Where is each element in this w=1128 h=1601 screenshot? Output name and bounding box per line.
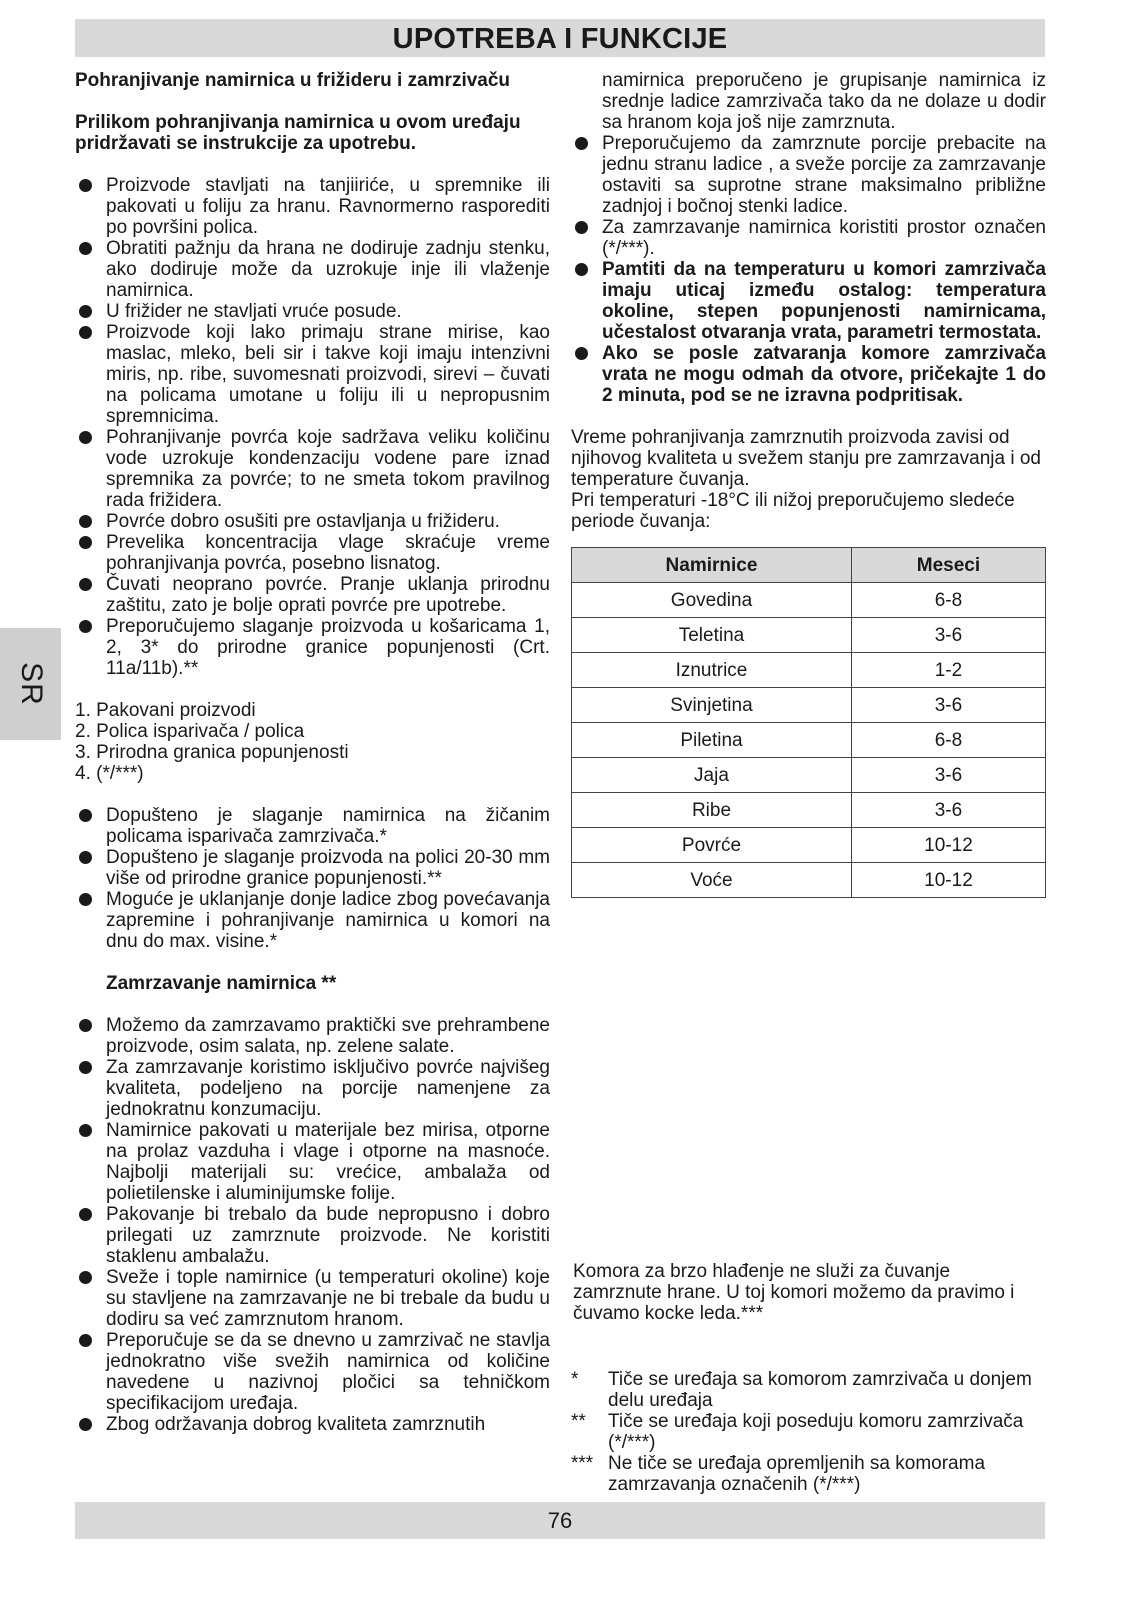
storage-time-text: Vreme pohranjivanja zamrznutih proizvoda zavisi od njihovog kvaliteta u svežem stanju pre zamrzavanja i od temperature čuvanja.	[571, 427, 1041, 490]
table-row	[572, 653, 1046, 688]
list-item: Obratiti pažnju da hrana ne dodiruje zadnju stenku, ako dodiruje može da uzrokuje inje ili vlaženje namirnica.	[75, 238, 550, 301]
footnote-text: Ne tiče se uređaja opremljenih sa komorama zamrzavanja označenih (*/***)	[608, 1453, 986, 1495]
list-item: Za zamrzavanje namirnica koristiti prostor označen (*/***).	[571, 217, 1046, 259]
food-cell: Piletina	[572, 723, 852, 758]
table-row	[572, 828, 1046, 863]
list-item: Pohranjivanje povrća koje sadržava veliku količinu vode uzrokuje kondenzaciju vodene pare iznad spremnika za povrće; to ne smeta tokom pravilnog rada frižidera.	[75, 427, 550, 511]
table-row	[572, 863, 1046, 898]
right-column	[571, 70, 1046, 898]
footnote-mark: **	[571, 1411, 586, 1432]
list-item: Pakovanje bi trebalo da bude nepropusno i dobro prilegati uz zamrznute proizvode. Ne koristiti staklenu ambalažu.	[75, 1204, 550, 1267]
column-header: Namirnice	[572, 548, 852, 583]
quick-cooling-note	[573, 1261, 1043, 1324]
footer-bar	[75, 1502, 1045, 1539]
list-item: Možemo da zamrzavamo praktički sve prehrambene proizvode, osim salata, np. zelene salate.	[75, 1015, 550, 1057]
list-item: Proizvode koji lako primaju strane mirise, kao maslac, mleko, beli sir i takve koji imaju intenzivni miris, np. ribe, suvomesnati proizvodi, sirevi – čuvati na policama umotane u foliju ili u nepropusnim spremnicima.	[75, 322, 550, 427]
language-tab-label: SR	[14, 662, 48, 706]
footnote-text: Tiče se uređaja koji poseduju komoru zamrzivača (*/***)	[608, 1411, 1024, 1453]
bullet-icon	[79, 620, 92, 633]
left-column	[75, 70, 550, 1435]
food-cell: Voće	[572, 863, 852, 898]
table-row	[572, 793, 1046, 828]
table-row	[572, 758, 1046, 793]
bullet-icon	[575, 263, 588, 276]
list-item: Za zamrzavanje koristimo isključivo povrće najvišeg kvaliteta, podeljeno na porcije namenjene za jednokratnu konzumaciju.	[75, 1057, 550, 1120]
bullet-icon	[79, 1208, 92, 1221]
list-item: Čuvati neoprano povrće. Pranje uklanja prirodnu zaštitu, zato je bolje oprati povrće pre upotrebe.	[75, 574, 550, 616]
bullet-icon	[79, 1271, 92, 1284]
months-cell: 3-6	[851, 688, 1045, 723]
table-row	[572, 688, 1046, 723]
bullet-icon	[79, 1334, 92, 1347]
storage-bullet-list	[75, 175, 550, 679]
header-bar	[75, 19, 1045, 57]
bullet-icon	[79, 1061, 92, 1074]
months-cell: 6-8	[851, 583, 1045, 618]
food-cell: Jaja	[572, 758, 852, 793]
list-item: Prevelika koncentracija vlage skraćuje vreme pohranjivanja povrća, posebno lisnatog.	[75, 532, 550, 574]
months-cell: 3-6	[851, 758, 1045, 793]
food-cell: Iznutrice	[572, 653, 852, 688]
months-cell: 6-8	[851, 723, 1045, 758]
footnote-mark: *	[571, 1369, 579, 1390]
list-item: U frižider ne stavljati vruće posude.	[75, 301, 550, 322]
quick-cooling-text: Komora za brzo hlađenje ne služi za čuvanje zamrznute hrane. U toj komori možemo da pravimo i čuvamo kocke leda.***	[573, 1261, 1015, 1324]
bullet-icon	[79, 893, 92, 906]
instruction-heading: Prilikom pohranjivanja namirnica u ovom uređaju pridržavati se instrukcije za upotrebu.	[75, 112, 521, 154]
page-title: UPOTREBA I FUNKCIJE	[392, 23, 728, 55]
list-item: Moguće je uklanjanje donje ladice zbog povećavanja zapremine i pohranjivanje namirnica u komori na dnu do max. visine.*	[75, 889, 550, 952]
bullet-icon	[79, 1418, 92, 1431]
list-item: Dopušteno je slaganje proizvoda na polici 20-30 mm više od prirodne granice popunjenosti.**	[75, 847, 550, 889]
section-heading: Pohranjivanje namirnica u frižideru i zamrzivaču	[75, 70, 511, 91]
freezer-bullet-list	[571, 133, 1046, 406]
continued-text: namirnica preporučeno je grupisanje namirnica iz srednje ladice zamrzivača tako da ne dolaze u dodir sa hranom koja još nije zamrznuta.	[602, 70, 1046, 133]
food-cell: Svinjetina	[572, 688, 852, 723]
bullet-icon	[79, 179, 92, 192]
bullet-icon	[575, 221, 588, 234]
months-cell: 3-6	[851, 618, 1045, 653]
footnote	[571, 1453, 1046, 1495]
bullet-icon	[79, 809, 92, 822]
footnote-mark: ***	[571, 1453, 594, 1474]
legend-item: 1. Pakovani proizvodi	[75, 700, 256, 721]
months-cell: 10-12	[851, 828, 1045, 863]
list-item: Namirnice pakovati u materijale bez mirisa, otporne na prolaz vazduha i vlage i otporne na masnoće. Najbolji materijali su: vrećice, ambalaža od polietilenske i aluminijumske folije.	[75, 1120, 550, 1204]
bullet-icon	[79, 305, 92, 318]
food-cell: Povrće	[572, 828, 852, 863]
table-row	[572, 723, 1046, 758]
bullet-icon	[79, 536, 92, 549]
table-row	[572, 618, 1046, 653]
column-header: Meseci	[851, 548, 1045, 583]
months-cell: 10-12	[851, 863, 1045, 898]
food-cell: Ribe	[572, 793, 852, 828]
list-item: Preporučuje se da se dnevno u zamrzivač ne stavlja jednokratno više svežih namirnica od količine navedene u nazivnoj pločici sa tehničkom specifikacijom uređaja.	[75, 1330, 550, 1414]
table-row	[572, 583, 1046, 618]
bullet-icon	[79, 851, 92, 864]
bullet-icon	[79, 431, 92, 444]
legend-item: 2. Polica isparivača / polica	[75, 721, 305, 742]
numbered-legend	[75, 700, 550, 784]
list-item: Dopušteno je slaganje namirnica na žičanim policama isparivača zamrzivača.*	[75, 805, 550, 847]
legend-item: 4. (*/***)	[75, 763, 144, 784]
footnote-text: Tiče se uređaja sa komorom zamrzivača u donjem delu uređaja	[608, 1369, 1032, 1411]
months-cell: 1-2	[851, 653, 1045, 688]
bullet-icon	[79, 1124, 92, 1137]
shelf-bullet-list	[75, 805, 550, 952]
freezing-bullet-list	[75, 1015, 550, 1435]
list-item: Pamtiti da na temperaturu u komori zamrzivača imaju uticaj između ostalog: temperatura okoline, stepen popunjenosti namirnicama, učestalost otvaranja vrata, parametri termostata.	[571, 259, 1046, 343]
list-item: Povrće dobro osušiti pre ostavljanja u frižideru.	[75, 511, 550, 532]
temperature-text: Pri temperaturi -18°C ili nižoj preporučujemo sledeće periode čuvanja:	[571, 490, 1015, 532]
footnotes	[571, 1369, 1046, 1495]
list-item: Proizvode stavljati na tanjiiriće, u spremnike ili pakovati u foliju za hranu. Ravnormerno rasporediti po površini polica.	[75, 175, 550, 238]
footnote	[571, 1411, 1046, 1453]
footnote	[571, 1369, 1046, 1411]
bullet-icon	[575, 347, 588, 360]
freezing-heading: Zamrzavanje namirnica **	[106, 973, 337, 994]
food-cell: Govedina	[572, 583, 852, 618]
language-tab	[0, 628, 61, 740]
storage-period-table	[571, 547, 1046, 898]
bullet-icon	[79, 326, 92, 339]
list-item: Preporučujemo da zamrznute porcije prebacite na jednu stranu ladice , a sveže porcije za zamrzavanje ostaviti sa suprotne strane maksimalno približne zadnjoj i bočnoj stenki ladice.	[571, 133, 1046, 217]
food-cell: Teletina	[572, 618, 852, 653]
list-item: Zbog održavanja dobrog kvaliteta zamrznutih	[75, 1414, 550, 1435]
page-number: 76	[547, 1508, 573, 1533]
list-item: Preporučujemo slaganje proizvoda u košaricama 1, 2, 3* do prirodne granice popunjenosti (Crt. 11a/11b).**	[75, 616, 550, 679]
months-cell: 3-6	[851, 793, 1045, 828]
list-item: Ako se posle zatvaranja komore zamrzivača vrata ne mogu odmah da otvore, pričekajte 1 do 2 minuta, pod se ne izravna podpritisak.	[571, 343, 1046, 406]
bullet-icon	[79, 242, 92, 255]
bullet-icon	[79, 515, 92, 528]
bullet-icon	[79, 578, 92, 591]
legend-item: 3. Prirodna granica popunjenosti	[75, 742, 349, 763]
table-header-row	[572, 548, 1046, 583]
bullet-icon	[79, 1019, 92, 1032]
list-item: Sveže i tople namirnice (u temperaturi okoline) koje su stavljene na zamrzavanje ne bi trebale da budu u dodiru sa već zamrznutom hranom.	[75, 1267, 550, 1330]
bullet-icon	[575, 137, 588, 150]
